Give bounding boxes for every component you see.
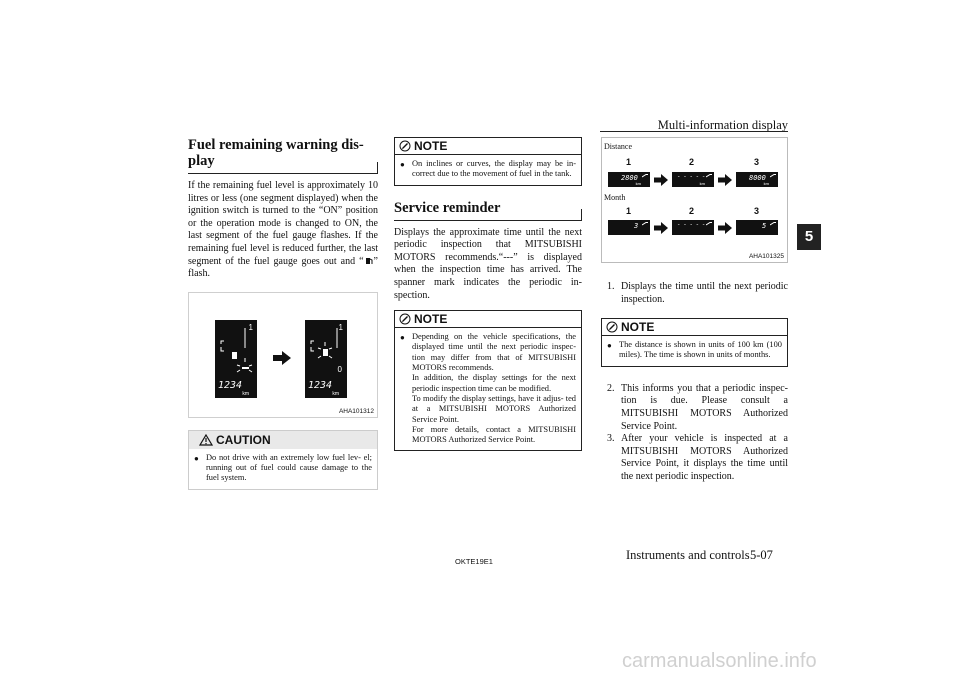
note-box-units: [601, 318, 788, 367]
fuel-pump-rays-icon: [305, 320, 347, 398]
list-item: [607, 281, 788, 306]
step-number: 2: [689, 157, 695, 167]
list-item-number: 3.: [607, 433, 615, 445]
warning-triangle-icon: [199, 434, 213, 446]
note-box-service: [394, 310, 582, 451]
list-item-text: This informs you that a periodic inspec- tion is due. Please consult a MITSUBISHI MOTORS Authorized Service Point.: [621, 382, 788, 432]
fuel-display-right-bottom-num: 0: [337, 364, 342, 374]
step-number: 3: [754, 157, 760, 167]
note-body: [395, 328, 581, 450]
footer-page-number: 5-07: [750, 548, 773, 562]
caution-box: [188, 430, 378, 490]
note-header: [602, 319, 787, 336]
numbered-list: [601, 281, 788, 306]
numbered-list: [601, 383, 788, 484]
service-reminder-heading: Service reminder: [394, 200, 582, 221]
fuel-gauge-figure: [188, 292, 378, 418]
column-service-reminder: [394, 137, 582, 451]
step-number: 1: [626, 206, 632, 216]
step-number: 2: [689, 206, 695, 216]
spanner-icon: [706, 174, 712, 178]
column-service-details: [601, 137, 788, 484]
list-item-number: 1.: [607, 281, 615, 292]
note-body: [395, 155, 581, 185]
note-header: [395, 311, 581, 328]
note-text: [412, 332, 576, 445]
caution-label: CAUTION: [216, 432, 271, 447]
distance-display-2: [672, 172, 714, 187]
fuel-display-right-digits: 1234: [308, 379, 333, 391]
spanner-icon: [642, 174, 648, 178]
note-paragraph: Depending on the vehicle specifications, the displayed time until the next periodic inspec- tion may differ from that of MITSUBISHI MOTORS recommends.: [412, 332, 576, 373]
list-item-text: Displays the time until the next periodic inspection.: [621, 281, 788, 305]
display-value: 5: [762, 222, 767, 230]
chapter-tab: 5: [797, 224, 821, 250]
fuel-display-left-top-num: 1: [248, 322, 253, 332]
caution-body: [189, 449, 377, 489]
display-unit: km: [763, 181, 769, 186]
service-reminder-figure: [601, 137, 788, 263]
note-header: [395, 138, 581, 155]
display-value: 8000: [749, 174, 766, 182]
fuel-warning-body: [188, 180, 378, 281]
month-display-3: [736, 220, 778, 235]
bullet-icon: ●: [194, 453, 199, 463]
fuel-warning-heading: Fuel remaining warning dis- play: [188, 137, 378, 174]
note-paragraph: In addition, the display settings for the next periodic inspection time can be modified.: [412, 373, 576, 393]
list-item-number: 2.: [607, 382, 615, 394]
arrow-right-icon: [273, 351, 291, 365]
list-item: [607, 383, 788, 433]
display-unit: km: [699, 181, 705, 186]
caution-text: Do not drive with an extremely low fuel lev- el; running out of fuel could cause damage to the fuel system.: [206, 452, 372, 483]
step-number: 3: [754, 206, 760, 216]
display-unit: km: [635, 181, 641, 186]
note-paragraph: To modify the display settings, have it adjus- ted at a MITSUBISHI MOTORS Authorized Service Point.: [412, 393, 576, 424]
fuel-pump-flashing-icon: [215, 320, 257, 398]
note-icon: [606, 321, 618, 333]
footer-code: OKTE19E1: [455, 557, 493, 566]
fuel-display-right: [305, 320, 347, 398]
arrow-right-icon: [718, 174, 732, 186]
column-fuel-warning: [188, 137, 378, 490]
fuel-display-left-digits: 1234: [218, 379, 243, 391]
bullet-icon: ●: [400, 160, 405, 169]
footer-section: Instruments and controls: [626, 548, 750, 562]
month-display-2: [672, 220, 714, 235]
spanner-icon: [770, 174, 776, 178]
fuel-pump-icon: [365, 257, 373, 265]
caution-header: [189, 431, 377, 449]
spanner-icon: [642, 222, 648, 226]
distance-display-1: [608, 172, 650, 187]
fuel-warning-body-end: ” flash.: [188, 255, 378, 280]
spanner-icon: [706, 222, 712, 226]
month-label: Month: [604, 193, 626, 202]
note-body: [602, 336, 787, 366]
note-text: The distance is shown in units of 100 km (100 miles). The time is shown in units of months.: [619, 340, 782, 360]
note-paragraph: For more details, contact a MITSUBISHI MOTORS Authorized Service Point.: [412, 424, 576, 445]
note-icon: [399, 140, 411, 152]
fuel-display-right-unit: km: [332, 390, 339, 397]
fuel-display-right-top-num: 1: [338, 322, 343, 332]
fuel-display-left: [215, 320, 257, 398]
list-item: [607, 433, 788, 483]
display-value: - - - - -: [677, 173, 706, 180]
display-value: 2800: [621, 174, 638, 182]
note-icon: [399, 313, 411, 325]
service-reminder-body: Displays the approximate time until the next periodic inspection that MITSUBISHI MOTORS recommends.“---” is displayed when the inspection time has arrived. The spanner mark indicates the periodic in- spection.: [394, 226, 582, 301]
header-rule: [600, 131, 788, 132]
bullet-icon: ●: [400, 333, 405, 343]
distance-display-3: [736, 172, 778, 187]
month-display-1: [608, 220, 650, 235]
step-number: 1: [626, 157, 632, 167]
watermark: carmanualsonline.info: [622, 650, 817, 672]
bullet-icon: ●: [607, 341, 612, 351]
header-title: Multi-information display: [657, 118, 788, 132]
figure-label: AHA101325: [748, 253, 784, 260]
arrow-right-icon: [718, 222, 732, 234]
list-item-text: After your vehicle is inspected at a MITSUBISHI MOTORS Authorized Service Point, it displays the time until the next periodic inspection.: [621, 433, 788, 482]
display-value: 3: [634, 222, 639, 230]
arrow-right-icon: [654, 222, 668, 234]
fuel-warning-body-text: If the remaining fuel level is approximately 10 litres or less (one segment displayed) when the ignition switch is turned to the “ON” position or the operation mode is changed to ON, the last segment of the fuel gauge flashes. If the remaining fuel level is reduced further, the last segment of the fuel gauge goes out and “: [188, 180, 378, 267]
arrow-right-icon: [654, 174, 668, 186]
display-value: - - - - -: [677, 221, 706, 228]
note-box-fuel: [394, 137, 582, 186]
distance-label: Distance: [604, 142, 632, 151]
note-label: NOTE: [414, 312, 448, 327]
figure-label: AHA101312: [338, 407, 374, 415]
note-text: On inclines or curves, the display may be in- correct due to the movement of fuel in the tank.: [412, 159, 576, 179]
note-label: NOTE: [621, 320, 655, 335]
note-label: NOTE: [414, 139, 448, 153]
fuel-display-left-unit: km: [242, 390, 249, 397]
spanner-icon: [770, 222, 776, 226]
